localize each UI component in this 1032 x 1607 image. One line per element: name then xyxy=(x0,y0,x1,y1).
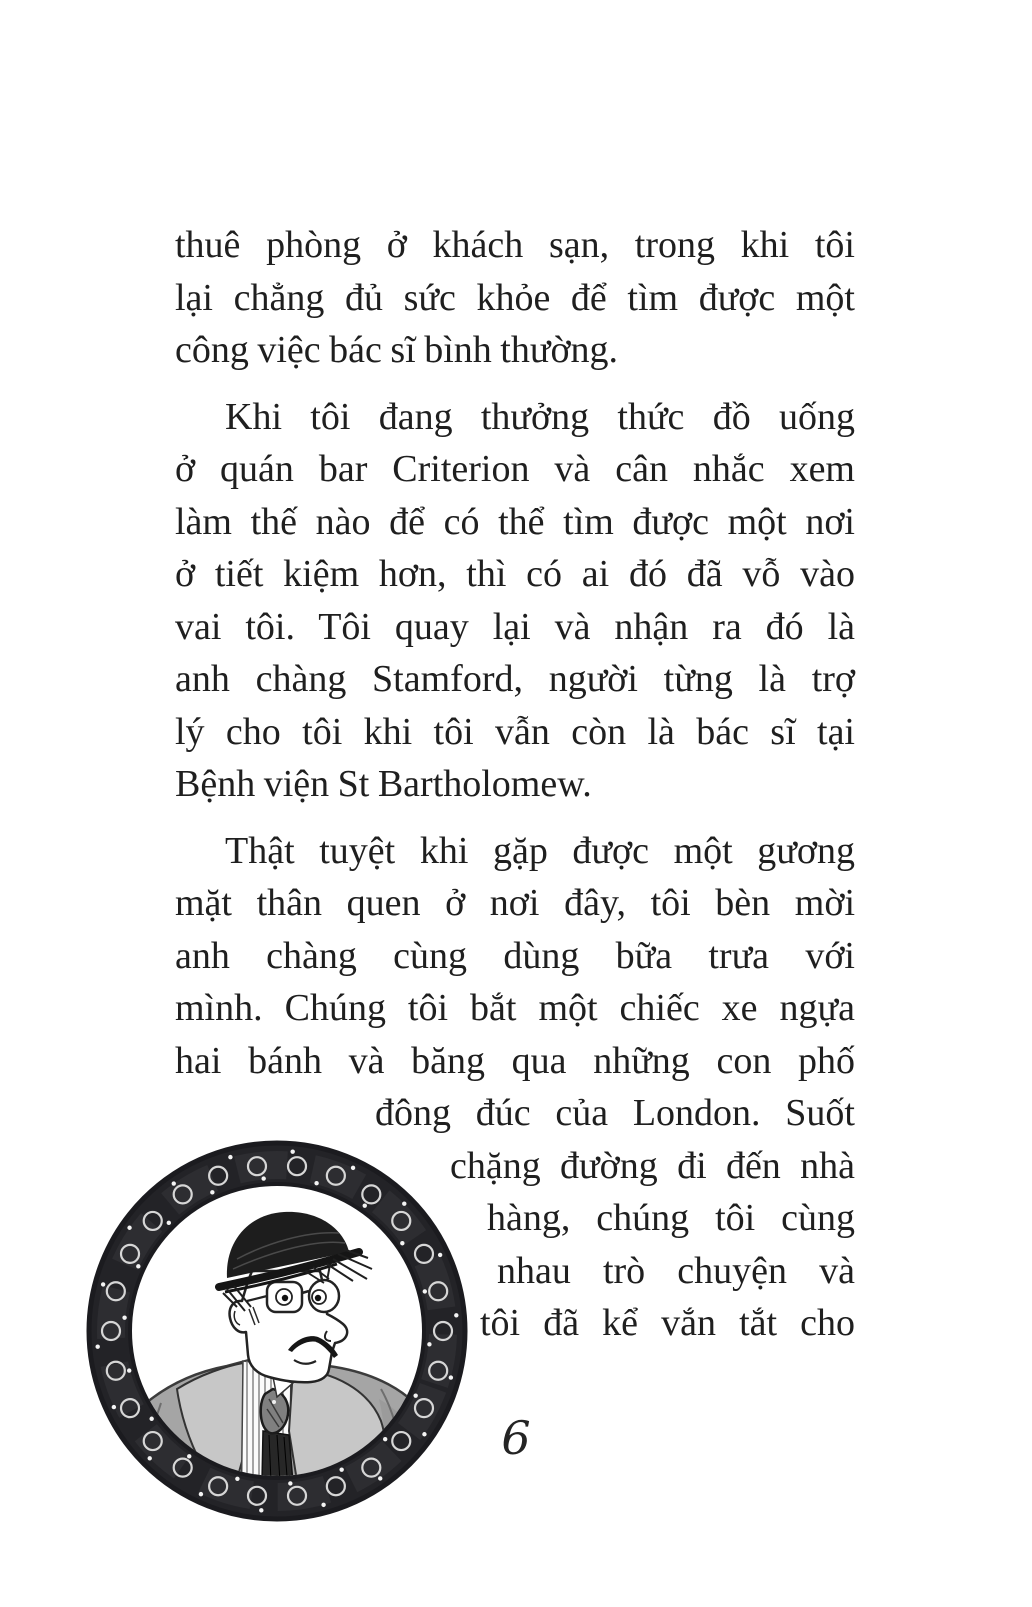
text-line: nhau trò chuyện và xyxy=(497,1249,855,1292)
paragraph xyxy=(175,219,855,377)
text-line: tôi đã kể vắn tắt cho xyxy=(480,1302,855,1344)
text-line: lý cho tôi khi tôi vẫn còn là bác sĩ tại xyxy=(175,710,855,753)
paragraph xyxy=(175,391,855,811)
text-line: vai tôi. Tôi quay lại và nhận ra đó là xyxy=(175,605,855,648)
page-number: 6 xyxy=(501,1411,531,1465)
text-line: ở tiết kiệm hơn, thì có ai đó đã vỗ vào xyxy=(175,553,855,595)
text-line: lại chẳng đủ sức khỏe để tìm được một xyxy=(175,276,855,319)
text-line: anh chàng Stamford, người từng là trợ xyxy=(175,658,855,700)
text-line: ở quán bar Criterion và cân nhắc xem xyxy=(175,448,855,490)
text-line: anh chàng cùng dùng bữa trưa với xyxy=(175,934,855,977)
portrait-illustration xyxy=(77,1131,477,1531)
text-line: chặng đường đi đến nhà xyxy=(450,1144,855,1187)
text-line: Bệnh viện St Bartholomew. xyxy=(175,763,592,805)
text-line: hai bánh và băng qua những con phố xyxy=(175,1039,855,1082)
text-line: làm thế nào để có thể tìm được một nơi xyxy=(175,500,855,543)
text-line: mình. Chúng tôi bắt một chiếc xe ngựa xyxy=(175,987,855,1029)
tie-pin xyxy=(272,1400,276,1404)
text-line: thuê phòng ở khách sạn, trong khi tôi xyxy=(175,224,855,266)
text-line: Thật tuyệt khi gặp được một gương xyxy=(225,829,855,872)
left-pupil xyxy=(282,1295,288,1301)
text-line: mặt thân quen ở nơi đây, tôi bèn mời xyxy=(175,882,855,924)
text-line: công việc bác sĩ bình thường. xyxy=(175,329,619,371)
text-line: đông đúc của London. Suốt xyxy=(375,1092,855,1134)
right-pupil xyxy=(315,1295,321,1301)
text-line: hàng, chúng tôi cùng xyxy=(487,1197,855,1239)
text-line: Khi tôi đang thưởng thức đồ uống xyxy=(225,395,855,438)
